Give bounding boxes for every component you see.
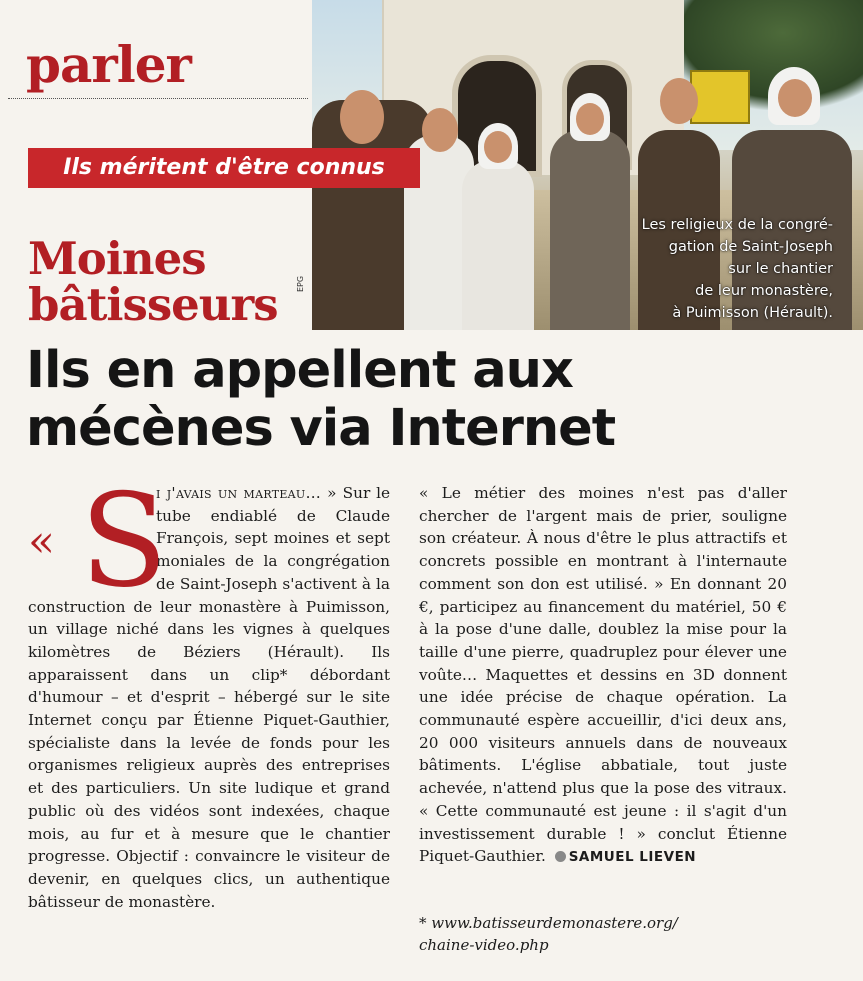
footnote — [419, 912, 719, 956]
article-column-right — [419, 482, 787, 869]
rubric-line-2: bâtisseurs — [28, 278, 278, 331]
body-text-right: « Le métier des moines n'est pas d'aller chercher de l'argent mais de prier, souligne son créateur. À nous d'être le plus attractifs et concrets possible en montrant à l'internaute comment son don est utilisé. » En donnant 20 €, participez au financement du matériel, 50 € à la pose d'une dalle, doublez la mise pour la taille d'une pierre, quadruplez pour élever une voûte… Maquettes et dessins en 3D donnent une idée précise de chaque opération. La communauté espère accueillir, d'ici deux ans, 20 000 visiteurs annuels dans de nouveaux bâtiments. L'église abbatiale, tout juste achevée, n'attend plus que la pose des vitraux. « Cette communauté est jeune : il s'agit d'un investissement durable ! » conclut Étienne Piquet-Gauthier. — [419, 484, 787, 866]
photo-figure-nun — [462, 105, 534, 330]
caption-line: gation de Saint-Joseph — [668, 239, 833, 255]
caption-line: de leur monastère, — [695, 283, 833, 299]
photo-credit: EPG — [296, 275, 305, 292]
caption-line: Les religieux de la congré- — [641, 217, 833, 233]
rubric-title — [28, 232, 278, 331]
drop-cap: S — [80, 467, 168, 616]
lead-in: i j'avais un marteau… » — [156, 484, 337, 502]
footnote-line-1: * www.batisseurdemonastere.org/ — [419, 914, 678, 932]
photo-caption — [583, 214, 833, 324]
headline-line-2: mécènes via Internet — [26, 399, 616, 458]
headline — [26, 342, 615, 458]
caption-line: sur le chantier — [728, 261, 833, 277]
open-quote-mark: « — [28, 516, 55, 567]
kicker-banner: Ils méritent d'être connus — [28, 148, 420, 188]
headline-line-1: Ils en appellent aux — [26, 341, 573, 400]
section-divider — [8, 98, 308, 99]
bullet-icon — [555, 851, 566, 862]
footnote-line-2: chaine-video.php — [419, 936, 549, 954]
author-byline: SAMUEL LIEVEN — [568, 849, 697, 866]
section-label: parler — [26, 35, 191, 94]
rubric-line-1: Moines — [28, 232, 206, 285]
body-text-left: Sur le tube endiablé de Claude François, sept moines et sept moniales de la congrégation de Saint-Joseph s'activent à la construction de leur monastère à Puimisson, un village niché dans les vignes à quelques kilomètres de Béziers (Hérault). Ils apparaissent dans un clip* débordant d'humour – et d'esprit – hébergé sur le site Internet conçu par Étienne Piquet-Gauthier, spécialiste dans la levée de fonds pour les organismes religieux auprès des entreprises et des particuliers. Un site ludique et grand public où des vidéos sont indexées, chaque mois, au fur et à mesure que le chantier progresse. Objectif : convaincre le visiteur de devenir, en quelques clics, un authentique bâtisseur de monastère. — [28, 484, 391, 911]
article-column-left — [28, 467, 391, 913]
caption-line: à Puimisson (Hérault). — [672, 305, 833, 321]
